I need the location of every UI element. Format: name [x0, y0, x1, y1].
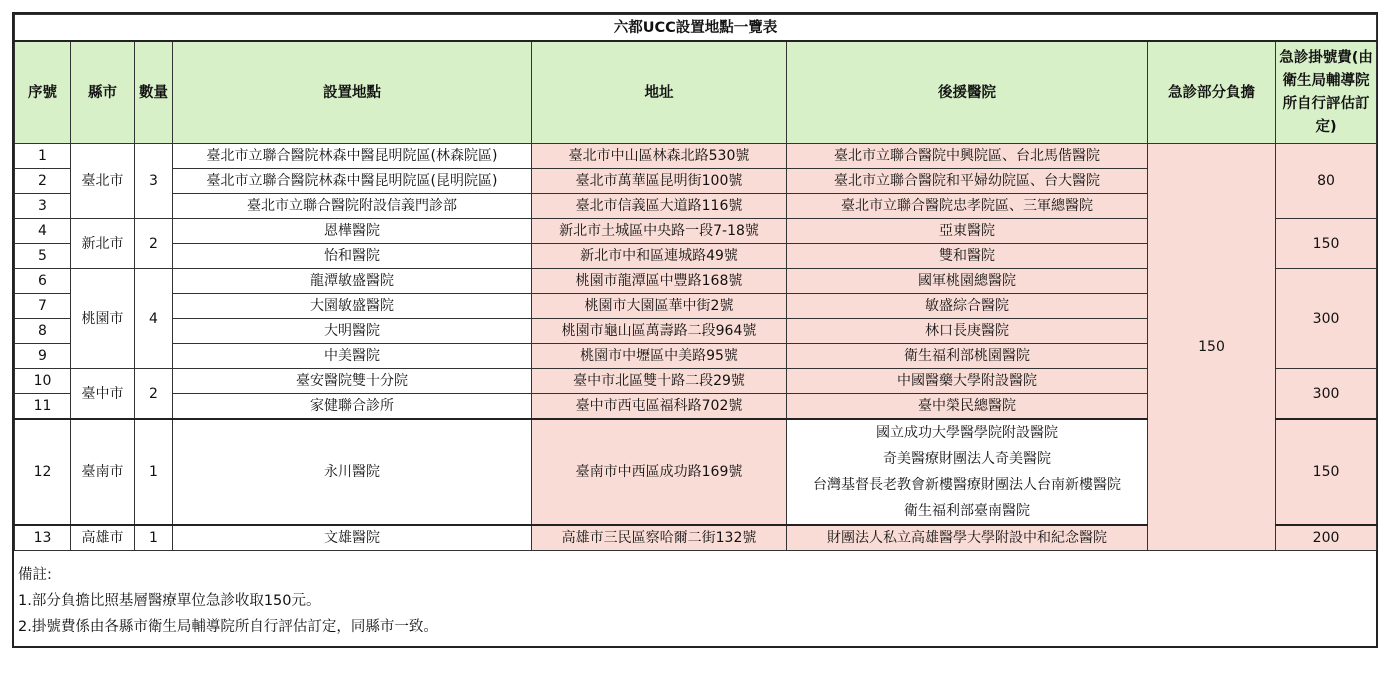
row-no: 10 [15, 369, 71, 394]
row-no: 11 [15, 394, 71, 420]
backup-line: 奇美醫療財團法人奇美醫院 [883, 451, 1051, 467]
address-cell: 臺北市中山區林森北路530號 [532, 144, 787, 169]
row-no: 8 [15, 319, 71, 344]
header-site: 設置地點 [173, 41, 532, 144]
address-cell: 桃園市龍潭區中豐路168號 [532, 269, 787, 294]
site-cell: 臺安醫院雙十分院 [173, 369, 532, 394]
address-cell: 高雄市三民區察哈爾二街132號 [532, 525, 787, 551]
count-cell: 4 [135, 269, 173, 369]
header-fee: 急診掛號費(由衛生局輔導院所自行評估訂定) [1276, 41, 1377, 144]
fee-cell: 200 [1276, 525, 1377, 551]
row-no: 5 [15, 244, 71, 269]
count-cell: 1 [135, 419, 173, 525]
row-no: 3 [15, 194, 71, 219]
address-cell: 臺北市萬華區昆明街100號 [532, 169, 787, 194]
city-cell: 桃園市 [71, 269, 135, 369]
note-item: 1.部分負擔比照基層醫療單位急診收取150元。 [18, 593, 321, 609]
fee-cell: 80 [1276, 144, 1377, 219]
site-cell: 臺北市立聯合醫院林森中醫昆明院區(昆明院區) [173, 169, 532, 194]
address-cell: 臺北市信義區大道路116號 [532, 194, 787, 219]
fee-cell: 150 [1276, 419, 1377, 525]
row-no: 12 [15, 419, 71, 525]
city-cell: 臺中市 [71, 369, 135, 420]
ucc-table-frame [12, 12, 1378, 648]
backup-cell: 亞東醫院 [787, 219, 1148, 244]
backup-cell: 臺中榮民總醫院 [787, 394, 1148, 420]
count-cell: 3 [135, 144, 173, 219]
row-no: 6 [15, 269, 71, 294]
site-cell: 恩樺醫院 [173, 219, 532, 244]
ucc-table [14, 14, 1377, 551]
note-item: 2.掛號費係由各縣市衛生局輔導院所自行評估訂定，同縣市一致。 [18, 619, 438, 635]
city-cell: 臺北市 [71, 144, 135, 219]
fee-cell: 300 [1276, 369, 1377, 420]
city-cell: 高雄市 [71, 525, 135, 551]
row-no: 9 [15, 344, 71, 369]
count-cell: 1 [135, 525, 173, 551]
address-cell: 桃園市中壢區中美路95號 [532, 344, 787, 369]
backup-line: 衛生福利部臺南醫院 [904, 503, 1030, 519]
site-cell: 大明醫院 [173, 319, 532, 344]
row-no: 7 [15, 294, 71, 319]
site-cell: 臺北市立聯合醫院林森中醫昆明院區(林森院區) [173, 144, 532, 169]
backup-line: 台灣基督長老教會新樓醫療財團法人台南新樓醫院 [813, 477, 1121, 493]
address-cell: 新北市土城區中央路一段7-18號 [532, 219, 787, 244]
address-cell: 臺南市中西區成功路169號 [532, 419, 787, 525]
fee-cell: 300 [1276, 269, 1377, 369]
address-cell: 臺中市西屯區福科路702號 [532, 394, 787, 420]
backup-cell: 衛生福利部桃園醫院 [787, 344, 1148, 369]
backup-cell: 中國醫藥大學附設醫院 [787, 369, 1148, 394]
header-city: 縣市 [71, 41, 135, 144]
row-no: 13 [15, 525, 71, 551]
site-cell: 中美醫院 [173, 344, 532, 369]
copay-cell: 150 [1148, 144, 1276, 551]
count-cell: 2 [135, 219, 173, 269]
header-address: 地址 [532, 41, 787, 144]
site-cell: 龍潭敏盛醫院 [173, 269, 532, 294]
site-cell: 大園敏盛醫院 [173, 294, 532, 319]
notes-heading: 備註: [18, 567, 52, 583]
header-backup: 後援醫院 [787, 41, 1148, 144]
site-cell: 文雄醫院 [173, 525, 532, 551]
address-cell: 桃園市龜山區萬壽路二段964號 [532, 319, 787, 344]
header-copay: 急診部分負擔 [1148, 41, 1276, 144]
city-cell: 新北市 [71, 219, 135, 269]
table-title: 六都UCC設置地點一覽表 [15, 15, 1377, 42]
backup-cell: 敏盛綜合醫院 [787, 294, 1148, 319]
backup-cell: 臺北市立聯合醫院和平婦幼院區、台大醫院 [787, 169, 1148, 194]
site-cell: 家健聯合診所 [173, 394, 532, 420]
row-no: 4 [15, 219, 71, 244]
notes-section [18, 562, 438, 640]
header-count: 數量 [135, 41, 173, 144]
count-cell: 2 [135, 369, 173, 420]
row-no: 1 [15, 144, 71, 169]
site-cell: 怡和醫院 [173, 244, 532, 269]
header-no: 序號 [15, 41, 71, 144]
backup-cell: 國軍桃園總醫院 [787, 269, 1148, 294]
backup-cell: 財團法人私立高雄醫學大學附設中和紀念醫院 [787, 525, 1148, 551]
address-cell: 臺中市北區雙十路二段29號 [532, 369, 787, 394]
backup-line: 國立成功大學醫學院附設醫院 [876, 425, 1058, 441]
address-cell: 桃園市大園區華中街2號 [532, 294, 787, 319]
fee-cell: 150 [1276, 219, 1377, 269]
backup-cell [787, 419, 1148, 525]
address-cell: 新北市中和區連城路49號 [532, 244, 787, 269]
site-cell: 永川醫院 [173, 419, 532, 525]
backup-cell: 雙和醫院 [787, 244, 1148, 269]
site-cell: 臺北市立聯合醫院附設信義門診部 [173, 194, 532, 219]
backup-cell: 林口長庚醫院 [787, 319, 1148, 344]
backup-cell: 臺北市立聯合醫院忠孝院區、三軍總醫院 [787, 194, 1148, 219]
backup-cell: 臺北市立聯合醫院中興院區、台北馬偕醫院 [787, 144, 1148, 169]
row-no: 2 [15, 169, 71, 194]
city-cell: 臺南市 [71, 419, 135, 525]
